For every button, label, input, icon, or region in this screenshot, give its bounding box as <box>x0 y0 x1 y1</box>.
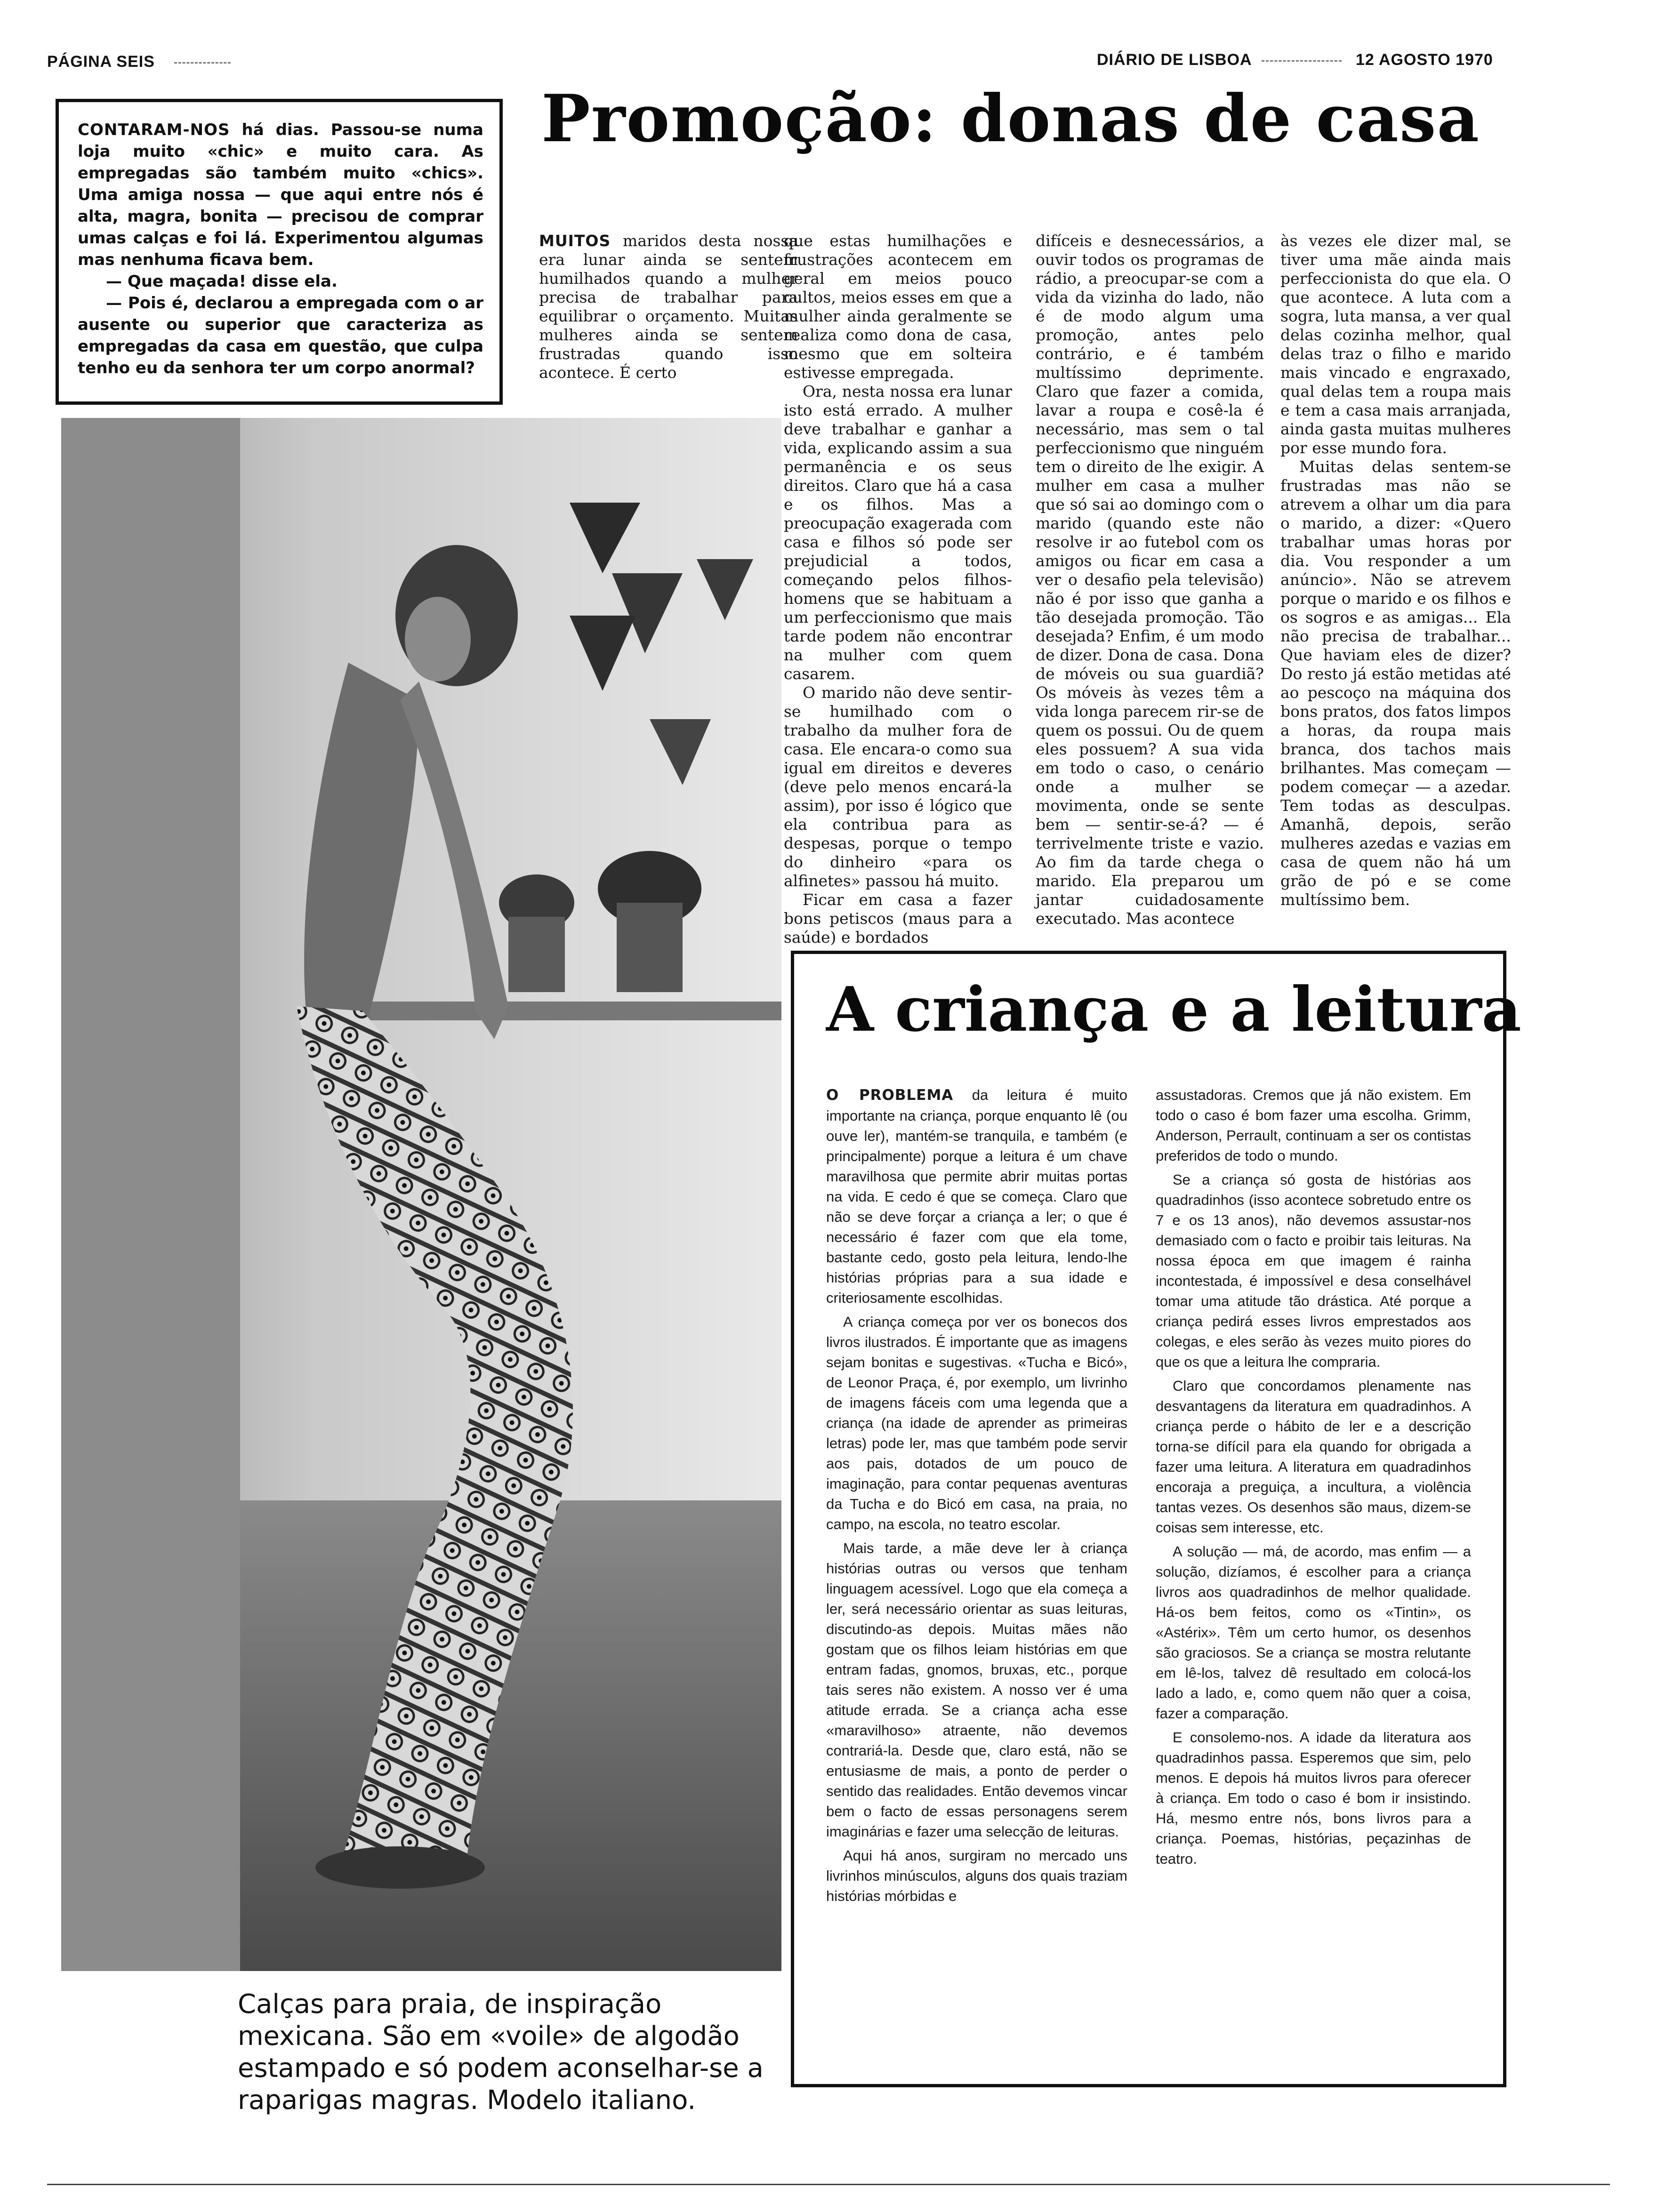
intro-paragraph-1: CONTARAM-NOS há dias. Passou-se numa loja muito «chic» e muito cara. As empregadas são também muito «chics». Uma amiga nossa — que aqui entre nós é alta, magra, bonita — precisou de comprar umas calças e foi lá. Experimentou algumas mas nenhuma ficava bem. <box>78 120 483 269</box>
article1-column-4: às vezes ele dizer mal, se tiver uma mãe ainda mais perfeccionista do que ela. O que acontece. A luta com a sogra, luta mansa, a ver qual delas cozinha melhor, qual delas traz o filho e marido mais vincado e engraxado, qual delas tem a roupa mais e tem a casa mais arranjada, ainda gasta muitas mulheres por esse mundo fora. Muitas delas sentem-se frustradas mas não se atrevem a olhar um dia para o marido, a dizer: «Quero trabalhar umas horas por dia. Vou responder a um anúncio». Não se atrevem porque o marido e os filhos e os sogros e as amigas... Ela não precisa de trabalhar... Que haviam eles de dizer? Do resto já estão metidas até ao pescoço na máquina dos bons pratos, dos fatos limpos a horas, da roupa mais branca, dos tachos mais brilhantes. Mas começam — podem começar — a azedar. Tem todas as desculpas. Amanhã, depois, serão mulheres azedas e vazias em casa de quem não há um grão de pó e se come multíssimo bem. <box>1280 232 1511 909</box>
intro-lead: CONTARAM-NOS <box>78 120 230 139</box>
article2-column-1: O PROBLEMA da leitura é muito importante na criança, porque enquanto lê (ou ouve ler), mantém-se tranquila, e também (e principalmente) porque a leitura é um chave maravilhosa que permite abrir muitas portas na vida. E cedo é que se começa. Claro que não se deve forçar a criança a ler; o que é necessário é fazer com que ela tome, bastante cedo, gosto pela leitura, lendo-lhe histórias próprias para a sua idade e criteriosamente escolhidas. A criança começa por ver os bonecos dos livros ilustrados. É importante que as imagens sejam bonitas e sugestivas. «Tucha e Bicó», de Leonor Praça, é, por exemplo, um livrinho de imagens fáceis com uma legenda que a criança (na idade de aprender as primeiras letras) pode ler, mas que também pode servir aos pais, dotados de um pouco de imaginação, para contar pequenas aventuras da Tucha e do Bicó em casa, na praia, no campo, na escola, no teatro escolar. Mais tarde, a mãe deve ler à criança histórias outras ou versos que tenham linguagem acessível. Logo que ela começa a ler, será necessário orientar as suas leituras, discutindo-as depois. Muitas mães não gostam que os filhos leiam histórias em que entram fadas, gnomos, bruxas, etc., porque tais seres não existem. A nosso ver é uma atitude errada. Se a criança acha esse «maravilhoso» atraente, não devemos contrariá-la. Desde que, claro está, não se entusiasme de mais, a ponto de perder o sentido das realidades. Então devemos vincar bem o facto de essas personagens serem imaginárias e fazer uma selecção de leituras. Aqui há anos, surgiram no mercado uns livrinhos minúsculos, alguns dos quais traziam histórias mórbidas e <box>826 1087 1127 1904</box>
article1-headline: Promoção: donas de casa <box>541 80 1480 157</box>
header-rule-right <box>1262 60 1342 62</box>
article2-headline: A criança e a leitura <box>826 973 1521 1045</box>
fashion-photo <box>61 418 781 1971</box>
photo-caption: Calças para praia, de inspiração mexicana. São em «voile» de algodão estampado e só podem aconselhar-se a raparigas magras. Modelo italiano. <box>238 1989 764 2116</box>
article1-column-2: que estas humilhações e frustrações acontecem em geral em meios pouco cultos, meios esses em que a mulher ainda geralmente se realiza como dona de casa, mesmo que em solteira estivesse empregada. Ora, nesta nossa era lunar isto está errado. A mulher deve trabalhar e ganhar a vida, explicando assim a sua permanência e os seus direitos. Claro que há a casa e os filhos. Mas a preocupação exagerada com casa e filhos só pode ser prejudicial a todos, começando pelos filhos-homens que se habituam a um perfeccionismo que mais tarde podem não encontrar na mulher com quem casarem. O marido não deve sentir-se humilhado com o trabalho da mulher fora de casa. Ele encara-o como sua igual em direitos e deveres (deve pelo menos encará-la assim), por isso é lógico que ela contribua para as despesas, porque o tempo do dinheiro «para os alfinetes» passou há muito. Ficar em casa a fazer bons petiscos (maus para a saúde) e bordados <box>784 232 1012 946</box>
article1-column-3: difíceis e desnecessários, a ouvir todos os programas de rádio, a preocupar-se com a vida da vizinha do lado, não é de modo algum uma promoção, antes pelo contrário, e é também multíssimo deprimente. Claro que fazer a comida, lavar a roupa e cosê-la é necessário, mas sem o tal perfeccionismo que ninguém tem o direito de lhe exigir. A mulher em casa a mulher que só sai ao domingo com o marido (quando este não resolve ir ao futebol com os amigos ou ficar em casa a ver o desafio pela televisão) não é por isso que ganha a tão desejada promoção. Tão desejada? Enfim, é um modo de dizer. Dona de casa. Dona de móveis ou sua guardiã? Os móveis às vezes têm a vida longa parecem rir-se de quem os possui. Ou de quem eles possuem? A sua vida em todo o caso, o cenário onde a mulher se movimenta, onde se sente bem — sentir-se-á? — é terrivelmente triste e vazio. Ao fim da tarde chega o marido. Ela preparou um jantar cuidadosamente executado. Mas acontece <box>1036 232 1264 928</box>
newspaper-name: DIÁRIO DE LISBOA <box>1097 51 1252 69</box>
page-label: PÁGINA SEIS <box>47 53 155 71</box>
issue-date: 12 AGOSTO 1970 <box>1356 51 1493 69</box>
article1-column-1: MUITOS maridos desta nossa era lunar ainda se sentem humilhados quando a mulher precisa de trabalhar para equilibrar o orçamento. Muitas mulheres ainda se sentem frustradas quando isso acontece. É certo <box>539 232 798 382</box>
header-rule-left <box>174 62 231 64</box>
fashion-photo-image <box>61 418 781 1971</box>
page-bottom-rule <box>47 2184 1610 2185</box>
intro-paragraph-3: — Pois é, declarou a empregada com o ar ausente ou superior que caracteriza as empregadas da casa em questão, que culpa tenho eu da senhora ter um corpo anormal? <box>78 294 483 377</box>
intro-box <box>56 99 503 405</box>
article2-column-2: assustadoras. Cremos que já não existem. Em todo o caso é bom fazer uma escolha. Grimm, Anderson, Perrault, continuam a ser os contistas preferidos de todo o mundo. Se a criança só gosta de histórias aos quadradinhos (isso acontece sobretudo entre os 7 e os 13 anos), não devemos assustar-nos demasiado com o facto e proibir tais leituras. Na nossa época em que imagem é rainha incontestada, é impossível e desa conselhável tomar uma atitude tão drástica. Até porque a criança pedirá esses livros emprestados aos colegas, e eles serão às vezes muito piores do que os que a leitura lhe compraria. Claro que concordamos plenamente nas desvantagens da literatura em quadradinhos. A criança perde o hábito de ler e a descrição torna-se difícil para ela quando for obrigada a fazer uma leitura. A literatura em quadradinhos encoraja a preguiça, a incultura, a violência tantas vezes. Os desenhos são maus, dizem-se coisas sem interesse, etc. A solução — má, de acordo, mas enfim — a solução, dizíamos, é escolher para a criança livros aos quadradinhos de melhor qualidade. Há-os bem feitos, como os «Tintin», os «Astérix». Têm um certo humor, os desenhos são graciosos. Se a criança se mostra relutante em lê-los, talvez dê resultado em colocá-los lado a lado, e, como quem não quer a coisa, fazer a comparação. E consolemo-nos. A idade da literatura aos quadradinhos passa. Esperemos que sim, pelo menos. E depois há muitos livros para oferecer à criança. Em todo o caso é bom ir insistindo. Há, mesmo entre nós, bons livros para a criança. Poemas, histórias, peçazinhas de teatro. <box>1156 1087 1471 1867</box>
article1-lead: MUITOS <box>539 232 611 250</box>
intro-paragraph-2: — Que maçada! disse ela. <box>106 272 338 291</box>
article2-lead: O PROBLEMA <box>826 1087 954 1104</box>
